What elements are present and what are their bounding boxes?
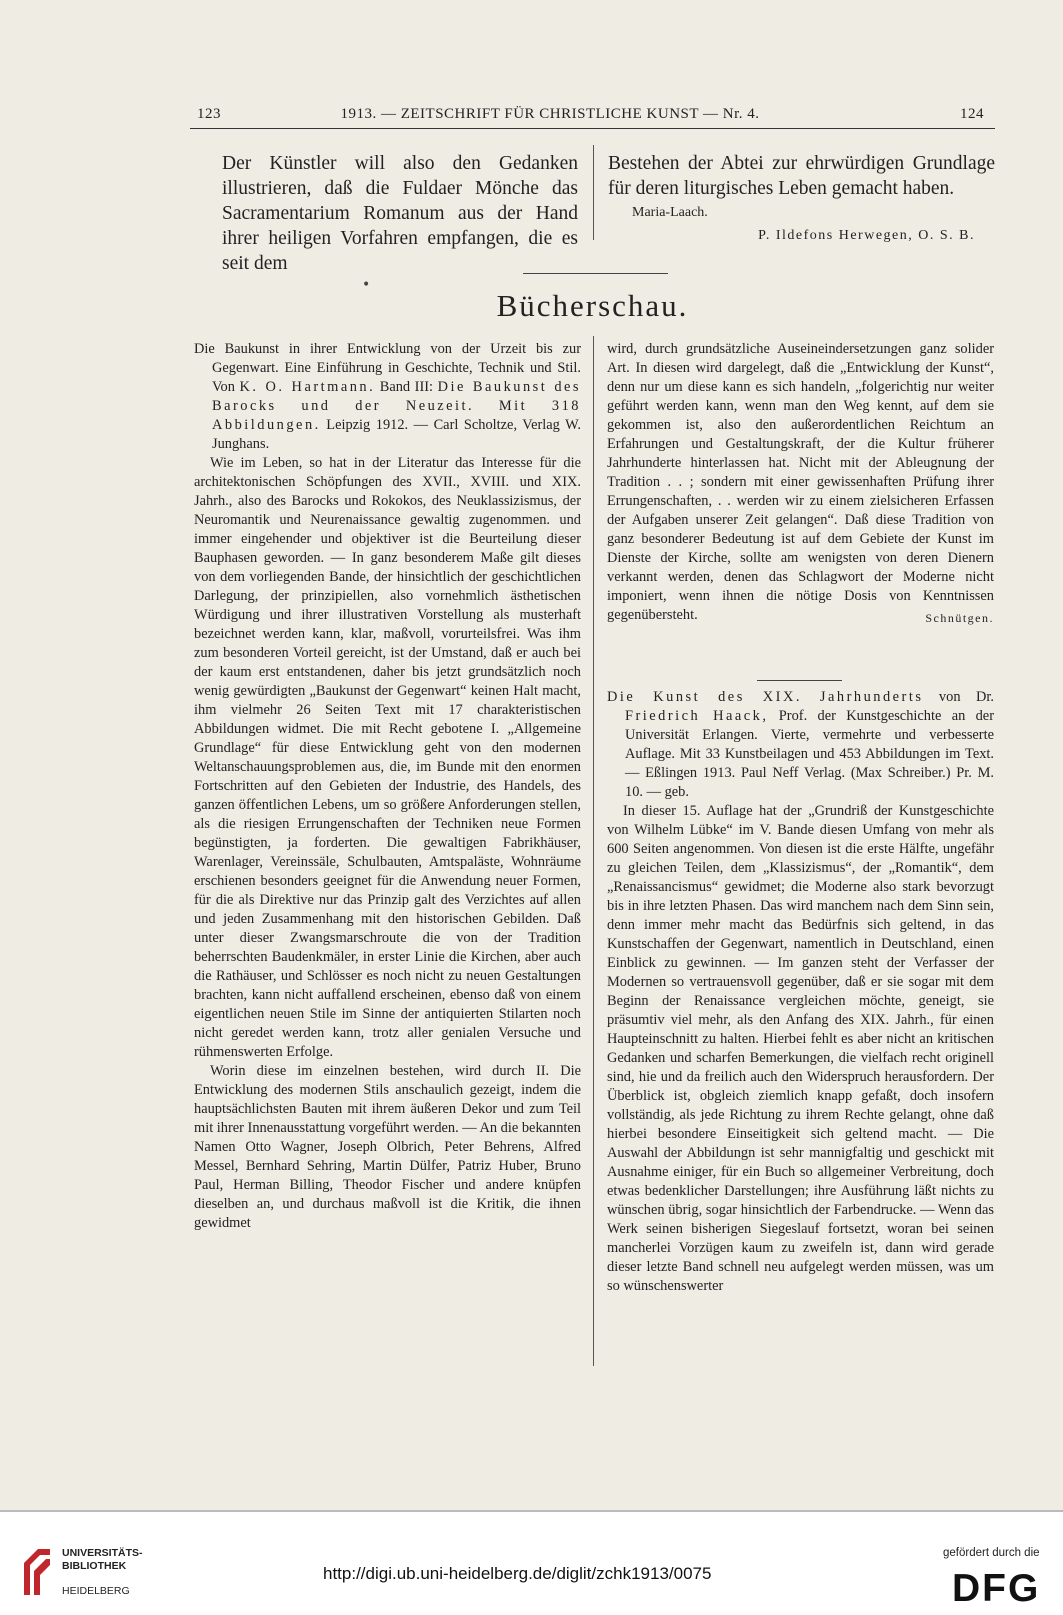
review1-heading xyxy=(194,340,581,454)
review1-paragraph-3-text: wird, durch grundsätzliche Auseineindersetzungen ganz solider Art. In diesen wird dargelegt, daß die „Entwicklung der Kunst“, denn nur um diese kann es sich handeln, „folgerichtig nur weiter geführt werden kann, wenn man den Weg kennt, auf dem sie gekommen ist, also den außerordentlichen Reichtum an Erfahrungen und Gestaltungskraft, der die Kultur früherer Jahrhunderte hinterlassen hat. Nicht mit der Ableugnung der Tradition . . ; sondern mit einer gewissenhaften Prüfung ihrer Errungenschaften, . . werden wir zu einem zielsicheren Erfassen der Aufgaben unserer Zeit gelangen“. Daß diese Tradition von ganz besonderer Bedeutung ist auf dem Gebiete der Kunst im Dienste der Kirche, sollte am wenigsten von deren Dienern verkannt werden, denen das Schlagwort der Moderne nicht imponiert, wenn ihnen die nötige Dosis von Kenntnissen gegenübersteht. xyxy=(607,341,994,623)
page-number-left: 123 xyxy=(197,106,221,122)
review1-paragraph-2: Worin diese im einzelnen bestehen, wird durch II. Die Entwicklung des modernen Stils anschaulich gezeigt, indem die hauptsächlichsten Bauten mit ihrem äußeren Dekor und zum Teil mit ihrer Innenausstattung vorgeführt werden. — An die bekannten Namen Otto Wagner, Joseph Olbrich, Peter Behrens, Alfred Messel, Bernhard Sehring, Martin Dülfer, Patriz Huber, Bruno Paul, Herman Billing, Theodor Fischer und andere knüpfen dieselben an, und durchaus maßvoll ist die Kritik, die ihnen gewidmet xyxy=(194,1063,581,1231)
review2-paragraph-1: In dieser 15. Auflage hat der „Grundriß der Kunstgeschichte von Wilhelm Lübke“ im V. Bande diesen Umfang von mehr als 600 Seiten angenommen. Von diesen ist die erste Hälfte, ungefähr zu gleichen Teilen, dem „Klassizismus“, der „Romantik“, dem „Renaissancismus“ gewidmet; die Moderne also stark bevorzugt bis in ihre letzten Phasen. Das wird manchem nach dem Sinn sein, denn immer mehr macht das Bedürfnis sich geltend, in das Kunstschaffen der Gegenwart, namentlich in Deutschland, einen Einblick zu gewinnen. — Im ganzen steht der Verfasser der Modernen so vertrauensvoll gegenüber, daß er sie sogar mit dem Beginn der Renaissance vergleichen möchte, geneigt, sie präsumtiv viel mehr, als den Anfang des XIX. Jahrh., für einen Haupteinschnitt zu halten. Hierbei fehlt es aber nicht an kritischen Gedanken und scharfen Bemerkungen, die vielfach recht originell sind, hie und da freilich auch den Widerspruch herausfordern. Der Überblick ist, obgleich ziemlich knapp gefaßt, doch insofern vollständig, als jede Richtung zu ihrem Rechte gelangt, ohne daß hierbei besondere Einseitigkeit sich geltend macht. — Die Auswahl der Abbildungn ist sehr mannigfaltig und geschickt mit Ausnahme einiger, für ein Buch so allgemeiner Verbreitung, doch etwas bedenklicher Darstellungen; ihre Ausführung läßt nichts zu wünschen übrig, sogar hinsichtlich der Farbendrucke. — Wenn das Werk seinen bisherigen Siegeslauf fortsetzt, woran bei seinen mancherlei Vorzügen kaum zu zweifeln ist, dann wird gerade dieser letzte Band schnell neu aufgelegt werden müssen, was um so wünschenswerter xyxy=(607,803,994,1294)
signature-place: Maria-Laach. xyxy=(632,205,708,220)
column-divider xyxy=(593,336,594,1366)
review1-paragraph-3 xyxy=(607,340,994,625)
section-rule xyxy=(523,273,668,274)
review2-heading-b: Prof. der Kunstgeschichte an der Universität Erlangen. Vierte, vermehrte und verbesserte Auflage. Mit 33 Kunstbeilagen und 453 Abbildungen im Text. — Eßlingen 1913. Paul Neff Verlag. (Max Schreiber.) Pr. M. 10. — geb. xyxy=(625,708,994,800)
review1-heading-title: Die Baukunst des Barocks und der Neuzeit. Mit 318 Abbildungen. xyxy=(212,379,582,433)
section-title: Bücherschau. xyxy=(496,288,689,323)
page-number-right: 124 xyxy=(960,106,984,122)
logo-shape-inner xyxy=(34,1559,50,1595)
library-line-1: UNIVERSITÄTS- xyxy=(62,1547,143,1559)
running-header: 1913. — ZEITSCHRIFT FÜR CHRISTLICHE KUNST — Nr. 4. xyxy=(340,106,760,122)
review1-heading-author: K. O. Hartmann. xyxy=(239,379,376,395)
funded-by-label: gefördert durch die xyxy=(943,1547,1040,1559)
review2-heading-author: Friedrich Haack, xyxy=(625,708,769,724)
right-column-bottom xyxy=(607,688,994,1296)
dfg-logo: DFG xyxy=(952,1567,1041,1610)
column-divider-top xyxy=(593,145,594,240)
review2-heading-title: Die Kunst des XIX. Jahrhunderts xyxy=(607,689,924,705)
library-logo-icon xyxy=(20,1545,54,1599)
library-city: HEIDELBERG xyxy=(62,1585,130,1597)
footer-rule xyxy=(0,1510,1063,1512)
review2-heading xyxy=(607,688,994,802)
review2-heading-a: von Dr. xyxy=(923,689,994,705)
signature-author: P. Ildefons Herwegen, O. S. B. xyxy=(758,228,975,243)
header-rule xyxy=(190,128,995,129)
library-name xyxy=(62,1547,143,1572)
intro-right-text: Bestehen der Abtei zur ehrwürdigen Grundlage für deren liturgisches Leben gemacht haben. xyxy=(608,153,995,199)
review1-signature: Schnütgen. xyxy=(925,611,994,625)
review1-heading-c: Leipzig 1912. — Carl Scholtze, Verlag W. Junghans. xyxy=(212,417,581,452)
review-separator xyxy=(757,680,842,681)
left-column xyxy=(194,340,581,1233)
right-column-top xyxy=(607,340,994,628)
review1-heading-b: Band III: xyxy=(375,379,438,395)
review1-heading-a: Die Baukunst in ihrer Entwicklung von der Urzeit bis zur Gegenwart. Eine Einführung in Geschichte, Technik und Stil. Von xyxy=(194,341,581,395)
library-line-2: BIBLIOTHEK xyxy=(62,1559,127,1572)
review1-paragraph-1: Wie im Leben, so hat in der Literatur das Interesse für die architektonischen Schöpfungen des XVII., XVIII. und XIX. Jahrh., also des Barocks und Rokokos, des Neuklassizismus, der Neuromantik und Neurenaissance gewaltig zugenommen. und immer eingehender und objektiver ist die Beurteilung dieser Bauphasen geworden. — In ganz besonderem Maße gilt dieses von dem vorliegenden Bande, der hinsichtlich der geschichtlichen Darlegung, der prinzipiellen, also vornehmlich ästhetischen Würdigung und ihrer illustrativen Vorstellung als musterhaft bezeichnet werden kann, klar, maßvoll, vorurteilsfrei. Was ihm zum besonderen Vorteil gereicht, ist der Umstand, daß er auch bei der kaum erst entstandenen, daher bis jetzt grundsätzlich noch wenig gewürdigten „Baukunst der Gegenwart“ keinen Halt macht, ihm vielmehr 26 Seiten Text mit 17 charakteristischen Abbildungen widmet. Die mit Recht gebotene I. „Allgemeine Grundlage“ für diese Entwicklung geht von den modernen Weltanschauungsproblemen aus, die, im Bunde mit den enormen Fortschritten auf den Gebieten der Industrie, des Handels, des ganzen öffentlichen Lebens, um so größere Anforderungen stellen, als die riesigen Errungenschaften der Techniken neue Formen begünstigten, ja forderten. Die gewaltigen Fabrikhäuser, Warenlager, Vereinssäle, Schulbauten, Amtspaläste, Wohnräume erschienen besonders geeignet für die Anwendung neuer Formen, für die als Direktive nur das Prinzip galt des Verzichtes auf allen und jeden Zusammenhang mit den historischen Gebilden. Daß unter dieser Zwangsmarschroute die von der Tradition beherrschten Baudenkmäler, in erster Linie die Kirchen, aber auch die Rathäuser, und Schlösser es noch nicht zu neuen Gestaltungen brachten, kann nicht auffallend erscheinen, ebenso daß von einem eigentlichen neuen Stile im Sinne der antiquierten Stilarten noch nicht geredet werden kann, trotz aller genialen Versuche und rühmenswerten Erfolge. xyxy=(194,455,581,1060)
dot-mark: • xyxy=(362,277,371,293)
permalink-url[interactable]: http://digi.ub.uni-heidelberg.de/diglit/zchk1913/0075 xyxy=(323,1564,712,1583)
intro-left-text: Der Künstler will also den Gedanken illustrieren, daß die Fuldaer Mönche das Sacramentarium Romanum aus der Hand ihrer heiligen Vorfahren empfangen, die es seit dem xyxy=(222,153,578,274)
